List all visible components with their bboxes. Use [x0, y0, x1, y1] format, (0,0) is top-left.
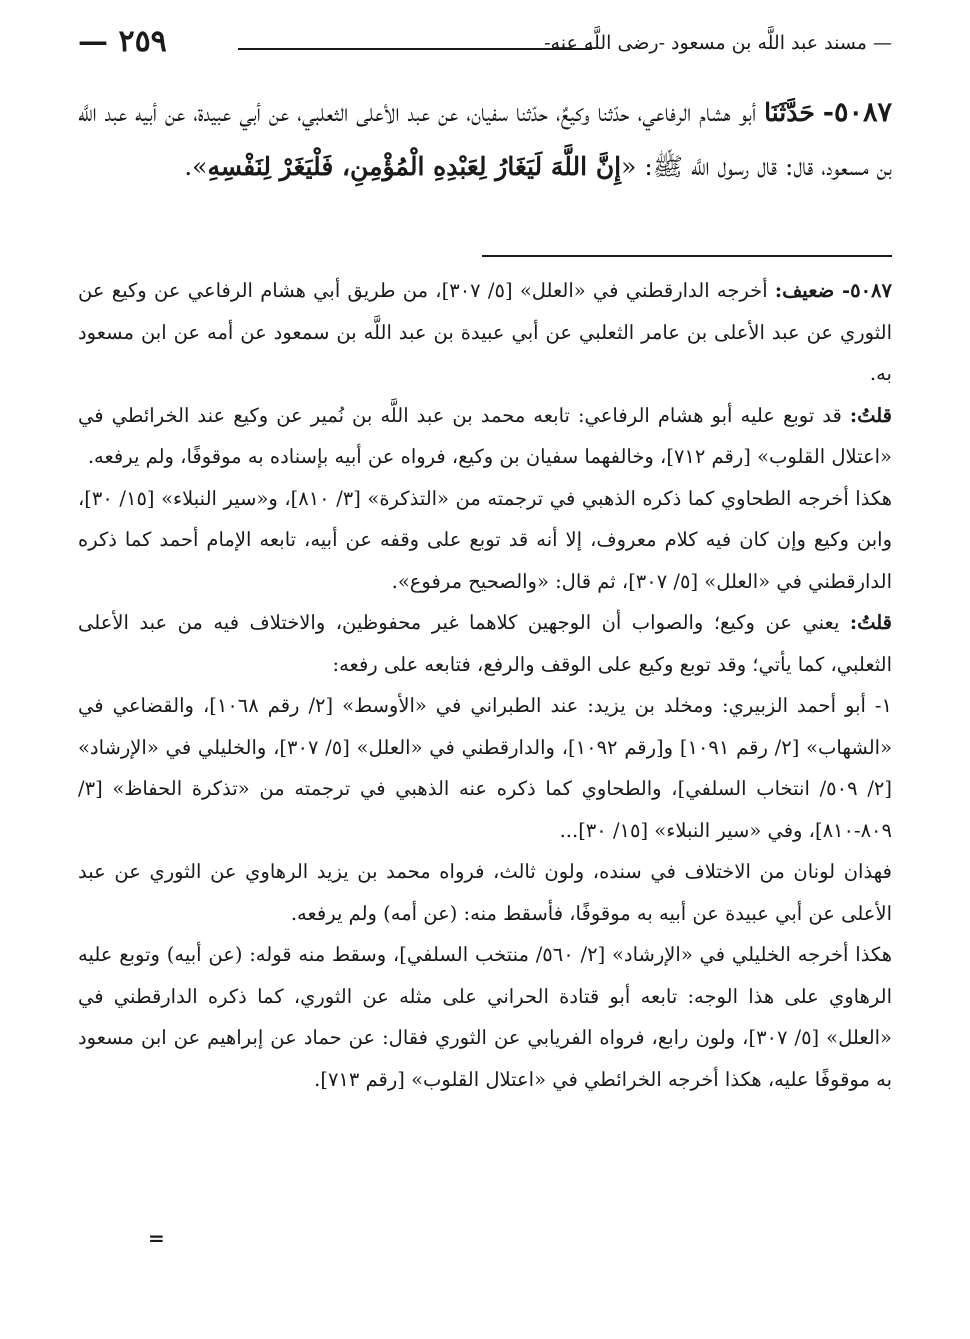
footnote-text: أخرجه الدارقطني في «العلل» [٥/ ٣٠٧]، من طريق أبي هشام الرفاعي عن وكيع عن الثوري عن عبد الأعلى بن عامر الثعلبي عن أبي عبيدة بن عبد اللَّه بن سمعود عن أمه عن ابن مسعود به. — [78, 279, 892, 385]
footnotes — [78, 270, 892, 1100]
header-rule — [238, 48, 592, 50]
hadith-isnad: أبو هشام الرفاعي، حدّثنا وكيعٌ، حدّثنا سفيان، عن عبد الأعلى الثعلبي، عن أبي عبيدة، عن أبيه عبد اللَّه بن مسعود، قال: قال رسول اللَّه ﷺ: « — [78, 98, 892, 181]
footnote-separator — [482, 255, 892, 257]
hadith-opening: حَدَّثَنَا — [764, 98, 815, 127]
footnote-paragraph: هكذا أخرجه الخليلي في «الإرشاد» [٢/ ٥٦٠/ منتخب السلفي]، وسقط منه قوله: (عن أبيه) وتوبع عليه الرهاوي على هذا الوجه: تابعه أبو قتادة الحراني على مثله عن الثوري، كما ذكره الدارقطني في «العلل» [٥/ ٣٠٧]، ولون رابع، فرواه الفريابي عن الثوري فقال: عن حماد عن إبراهيم عن ابن مسعود به موقوفًا عليه، هكذا أخرجه الخرائطي في «اعتلال القلوب» [رقم ٧١٣]. — [78, 943, 892, 1091]
hadith-close: ». — [184, 152, 208, 181]
page-header — [78, 24, 892, 70]
running-title: — مسند عبد اللَّه بن مسعود -رضى اللَّه عنه- — [544, 32, 892, 54]
page-number-value: ٢٥٩ — [118, 24, 167, 59]
running-title-text: مسند عبد اللَّه بن مسعود -رضى اللَّه عنه- — [544, 32, 867, 54]
footnote-paragraph: ١- أبو أحمد الزبيري: ومخلد بن يزيد: عند الطبراني في «الأوسط» [٢/ رقم ١٠٦٨]، والقضاعي في «الشهاب» [٢/ رقم ١٠٩١] و[رقم ١٠٩٢]، والدارقطني في «العلل» [٥/ ٣٠٧]، والخليلي في «الإرشاد» [٢/ ٥٠٩/ انتخاب السلفي]، والطحاوي كما ذكره عنه الذهبي في ترجمته من «تذكرة الحفاظ» [٣/ ٨٠٩-٨١٠]، وفي «سير النبلاء» [١٥/ ٣٠]... — [78, 694, 893, 842]
hadith-saying: إِنَّ اللَّهَ لَيَغَارُ لِعَبْدِهِ الْمُؤْمِنِ، فَلْيَغَرْ لِنَفْسِهِ — [207, 152, 622, 181]
hadith-text — [78, 86, 892, 194]
footnote-paragraph: فهذان لونان من الاختلاف في سنده، ولون ثالث، فرواه محمد بن يزيد الرهاوي عن الثوري عن عبد الأعلى عن أبي عبيدة عن أبيه به موقوفًا، فأسقط منه: (عن أمه) ولم يرفعه. — [78, 860, 892, 925]
footnote-label: ٥٠٨٧- ضعيف: — [774, 279, 893, 302]
footnote-paragraph — [78, 395, 892, 478]
footnote-text: قد توبع عليه أبو هشام الرفاعي: تابعه محمد بن عبد اللَّه بن نُمير عن وكيع عند الخرائطي في «اعتلال القلوب» [رقم ٧١٢]، وخالفهما سفيان بن وكيع، فرواه عن أبيه بإسناده به موقوفًا، ولم يرفعه. — [78, 403, 892, 468]
footnote-paragraph — [78, 602, 892, 685]
footnote-label: قلتُ: — [849, 611, 892, 634]
hadith-number: ٥٠٨٧- — [822, 97, 893, 128]
footnote-label: قلتُ: — [849, 403, 892, 427]
footnote-paragraph — [78, 270, 892, 395]
page-number: — ٢٥٩ — [78, 24, 167, 59]
footnote-paragraph: هكذا أخرجه الطحاوي كما ذكره الذهبي في ترجمته من «التذكرة» [٣/ ٨١٠]، و«سير النبلاء» [١٥/ ٣٠]، وابن وكيع وإن كان فيه كلام معروف، إلا أنه قد توبع على وقفه عن أبيه، تابعه الإمام أحمد كما ذكره الدارقطني في «العلل» [٥/ ٣٠٧]، ثم قال: «والصحيح مرفوع». — [78, 486, 892, 593]
continuation-mark: = — [148, 1226, 165, 1250]
footnote-text: يعني عن وكيع؛ والصواب أن الوجهين كلاهما غير محفوظين، والاختلاف فيه من عبد الأعلى الثعلبي، كما يأتي؛ وقد توبع وكيع على الوقف والرفع، فتابعه على رفعه: — [78, 611, 892, 676]
